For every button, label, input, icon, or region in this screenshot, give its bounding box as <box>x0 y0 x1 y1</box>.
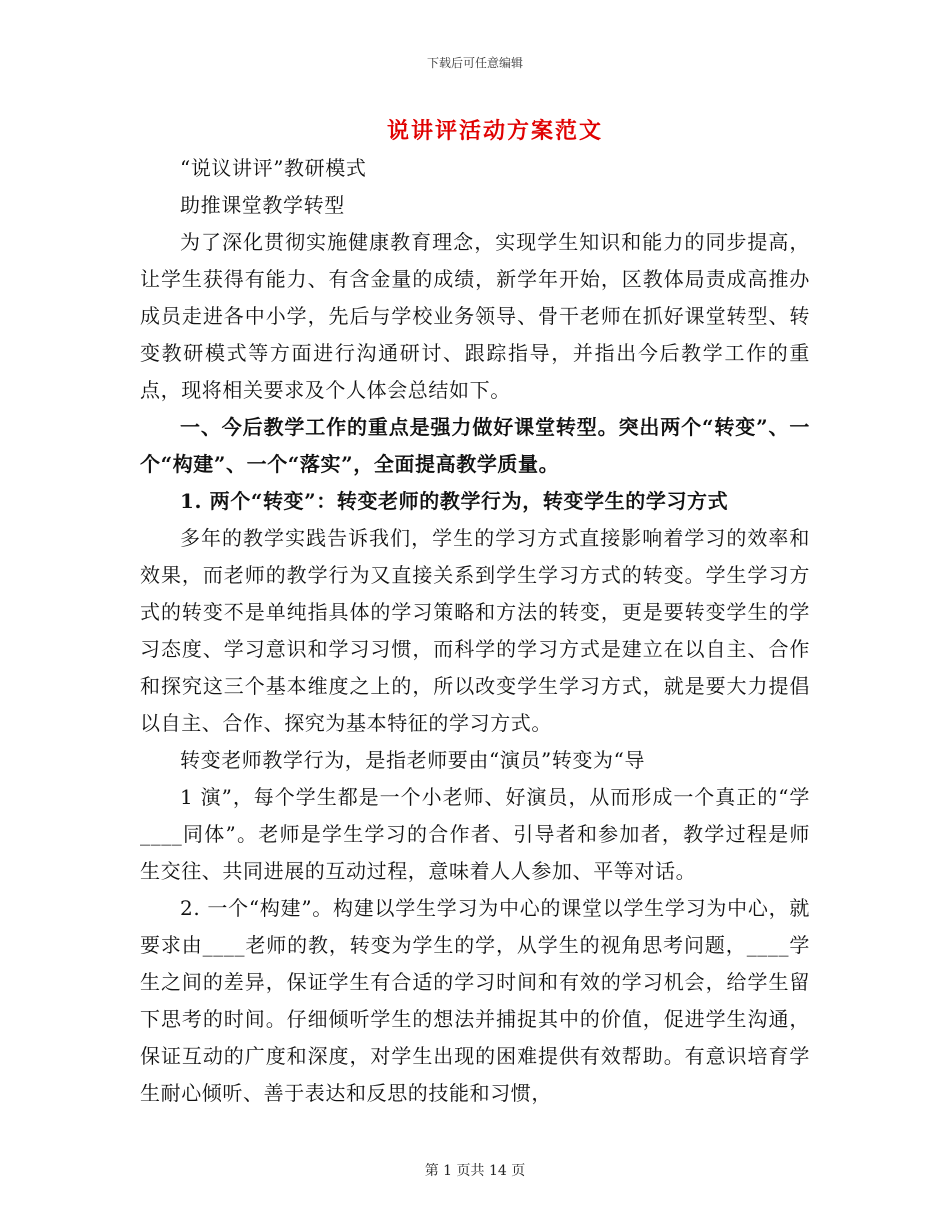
paragraph: 多年的教学实践告诉我们，学生的学习方式直接影响着学习的效率和效果，而老师的教学行为又直接关系到学生学习方式的转变。学生学习方式的转变不是单纯指具体的学习策略和方法的转变，更是要转变学生的学习态度、学习意识和学习习惯，而科学的学习方式是建立在以自主、合作和探究这三个基本维度之上的，所以改变学生学习方式，就是要大力提倡以自主、合作、探究为基本特征的学习方式。 <box>140 526 810 735</box>
document-body <box>140 150 810 1112</box>
paragraph: 为了深化贯彻实施健康教育理念，实现学生知识和能力的同步提高，让学生获得有能力、有含金量的成绩，新学年开始，区教体局责成高推办成员走进各中小学，先后与学校业务领导、骨干老师在抓好课堂转型、转变教研模式等方面进行沟通研讨、跟踪指导，并指出今后教学工作的重点，现将相关要求及个人体会总结如下。 <box>140 230 810 402</box>
paragraph: “说议讲评”教研模式 <box>180 156 367 180</box>
page-header: 下载后可任意编辑 <box>426 56 523 70</box>
paragraph: 转变老师教学行为，是指老师要由“演员”转变为“导 <box>180 748 646 772</box>
subsection-heading: 1. 两个“转变”：转变老师的教学行为，转变学生的学习方式 <box>180 489 729 513</box>
paragraph: 2. 一个“构建”。构建以学生学习为中心的课堂以学生学习为中心，就要求由____老师的教，转变为学生的学，从学生的视角思考问题，____学生之间的差异，保证学生有合适的学习时间和有效的学习机会，给学生留下思考的时间。仔细倾听学生的想法并捕捉其中的价值，促进学生沟通，保证互动的广度和深度，对学生出现的困难提供有效帮助。有意识培育学生耐心倾听、善于表达和反思的技能和习惯， <box>140 896 810 1105</box>
paragraph: 1 演”，每个学生都是一个小老师、好演员，从而形成一个真正的“学____同体”。老师是学生学习的合作者、引导者和参加者，教学过程是师生交往、共同进展的互动过程，意味着人人参加、平等对话。 <box>140 785 810 883</box>
page-footer: 第 1 页共 14 页 <box>424 1163 526 1179</box>
paragraph: 助推课堂教学转型 <box>180 193 345 217</box>
section-heading: 一、今后教学工作的重点是强力做好课堂转型。突出两个“转变”、一个“构建”、一个“落实”，全面提高教学质量。 <box>140 415 810 476</box>
document-title: 说讲评活动方案范文 <box>386 118 603 144</box>
